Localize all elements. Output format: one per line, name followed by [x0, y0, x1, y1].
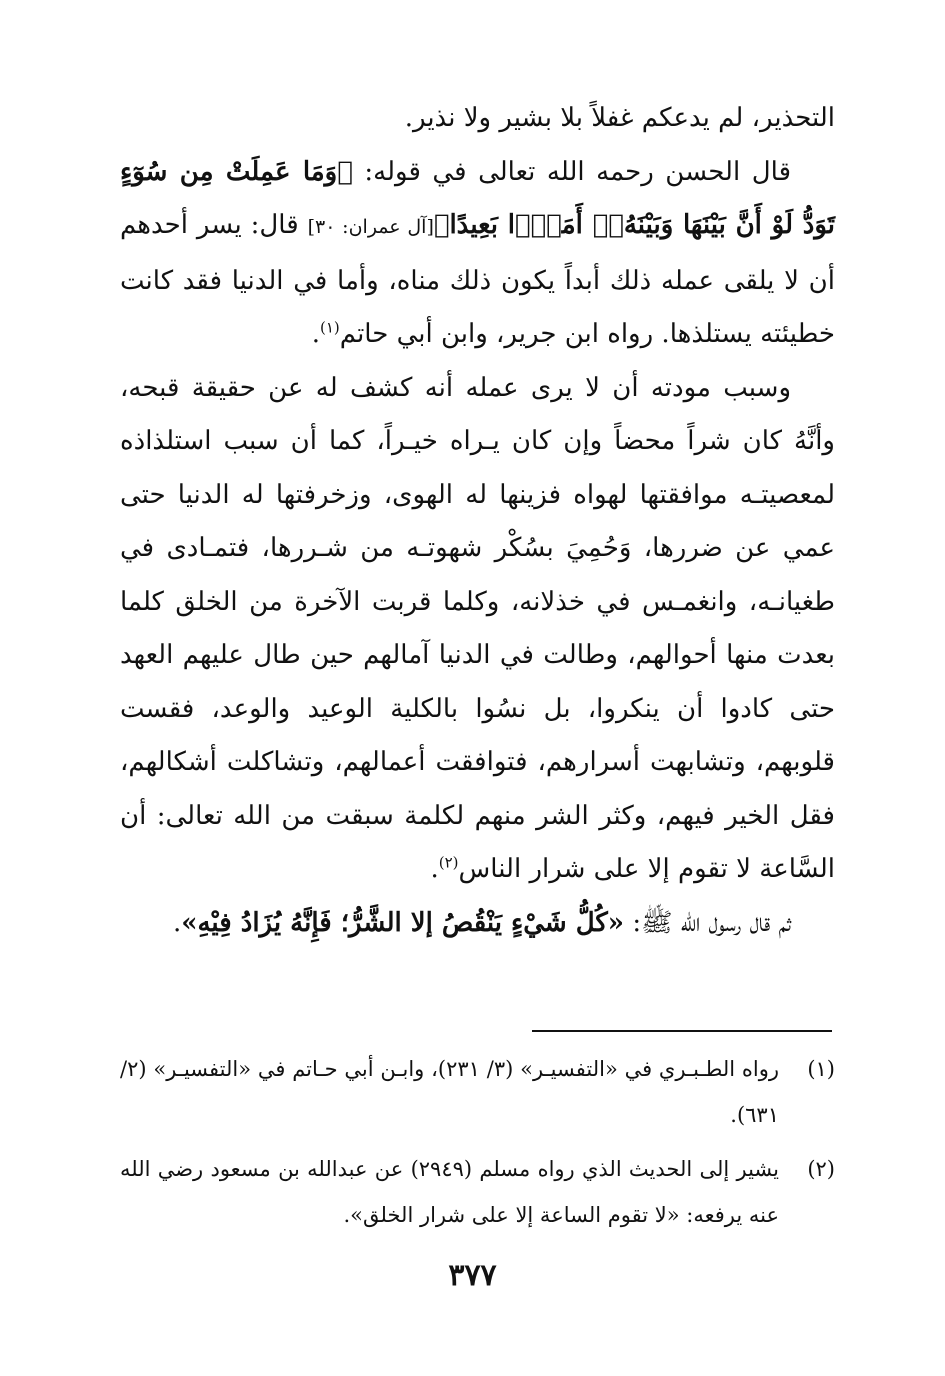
footnote-mark-2[interactable]: (٢)	[438, 853, 459, 872]
paragraph-1-text: التحذير، لم يدعكم غفلاً بلا بشير ولا نذير.	[404, 103, 835, 133]
paragraph-3-body: وسبب مودته أن لا يرى عمله أنه كشف له عن حقيقة قبحه، وأنَّهُ كان شراً محضاً وإن كان يـراه خيـراً، كما أن سبب استلذاذه لمعصيتـه موافقتها لهواه فزينها له الهوى، وزخرفتها له الدنيا حتى عمي عن ضررها، وَحُمِيَ بسُكْر شهوتـه من شـررها، فتمـادى في طغيانـه، وانغمـس في خذلانه، وكلما قربت الآخرة من الخلق كلما بعدت منها أحوالهم، وطالت في الدنيا آمالهم حين طال عليهم العهد حتى كادوا أن ينكروا، بل نسُوا بالكلية الوعيد والوعد، فقست قلوبهم، وتشابهت أسرارهم، فتوافقت أعمالهم، وتشاكلت أشكالهم، فقل الخير فيهم، وكثر الشر منهم لكلمة سبقت من الله تعالى: أن السَّاعة لا تقوم إلا على شرار الناس	[120, 372, 835, 884]
footnote-mark-1[interactable]: (١)	[319, 318, 340, 337]
footnote-2-number: (٢)	[807, 1157, 835, 1181]
verse-reference: [آل عمران: ٣٠]	[307, 216, 434, 238]
footnote-separator	[532, 1030, 832, 1032]
paragraph-2	[120, 146, 835, 362]
footnotes	[120, 1046, 835, 1246]
footnote-1-text: رواه الطـبـري في «التفسيـر» (٣/ ٢٣١)، وابـن أبي حـاتم في «التفسيـر» (٢/ ٦٣١).	[120, 1057, 779, 1127]
footnote-1	[120, 1046, 835, 1138]
paragraph-2-end: .	[311, 319, 320, 349]
paragraph-4	[120, 897, 835, 951]
main-text	[120, 92, 835, 950]
paragraph-1	[120, 92, 835, 146]
paragraph-3	[120, 362, 835, 897]
paragraph-3-end: .	[430, 854, 439, 884]
paragraph-2-body: قال: يسر أحدهم أن لا يلقى عمله ذلك أبداً يكون ذلك مناه، وأما في الدنيا فقد كانت خطيئته يستلذها. رواه ابن جرير، وابن أبي حاتم	[120, 210, 835, 349]
footnote-1-number: (١)	[807, 1057, 835, 1081]
page-number: ٣٧٧	[448, 1258, 497, 1293]
footnote-2	[120, 1146, 835, 1238]
paragraph-2-intro: قال الحسن رحمه الله تعالى في قوله:	[352, 156, 791, 187]
hadith-quote: «كُلُّ شَيْءٍ يَنْقُصُ إلا الشَّرُّ؛ فَإِنَّهُ يُزَادُ فِيْهِ»	[181, 907, 625, 938]
paragraph-4-intro: ثم قال رسول الله ﷺ:	[624, 907, 791, 938]
quran-verse: ﴿وَمَا عَمِلَتْ مِن سُوٓءٍ تَوَدُّ لَوْ أَنَّ بَيْنَهَا وَبَيْنَهُۥٓ أَمَدًۢا بَعِيدًا﴾	[120, 156, 835, 240]
footnote-2-text: يشير إلى الحديث الذي رواه مسلم (٢٩٤٩) عن عبدالله بن مسعود رضي الله عنه يرفعه: «لا تقوم الساعة إلا على شرار الخلق».	[120, 1157, 779, 1227]
paragraph-4-end: .	[172, 907, 182, 938]
